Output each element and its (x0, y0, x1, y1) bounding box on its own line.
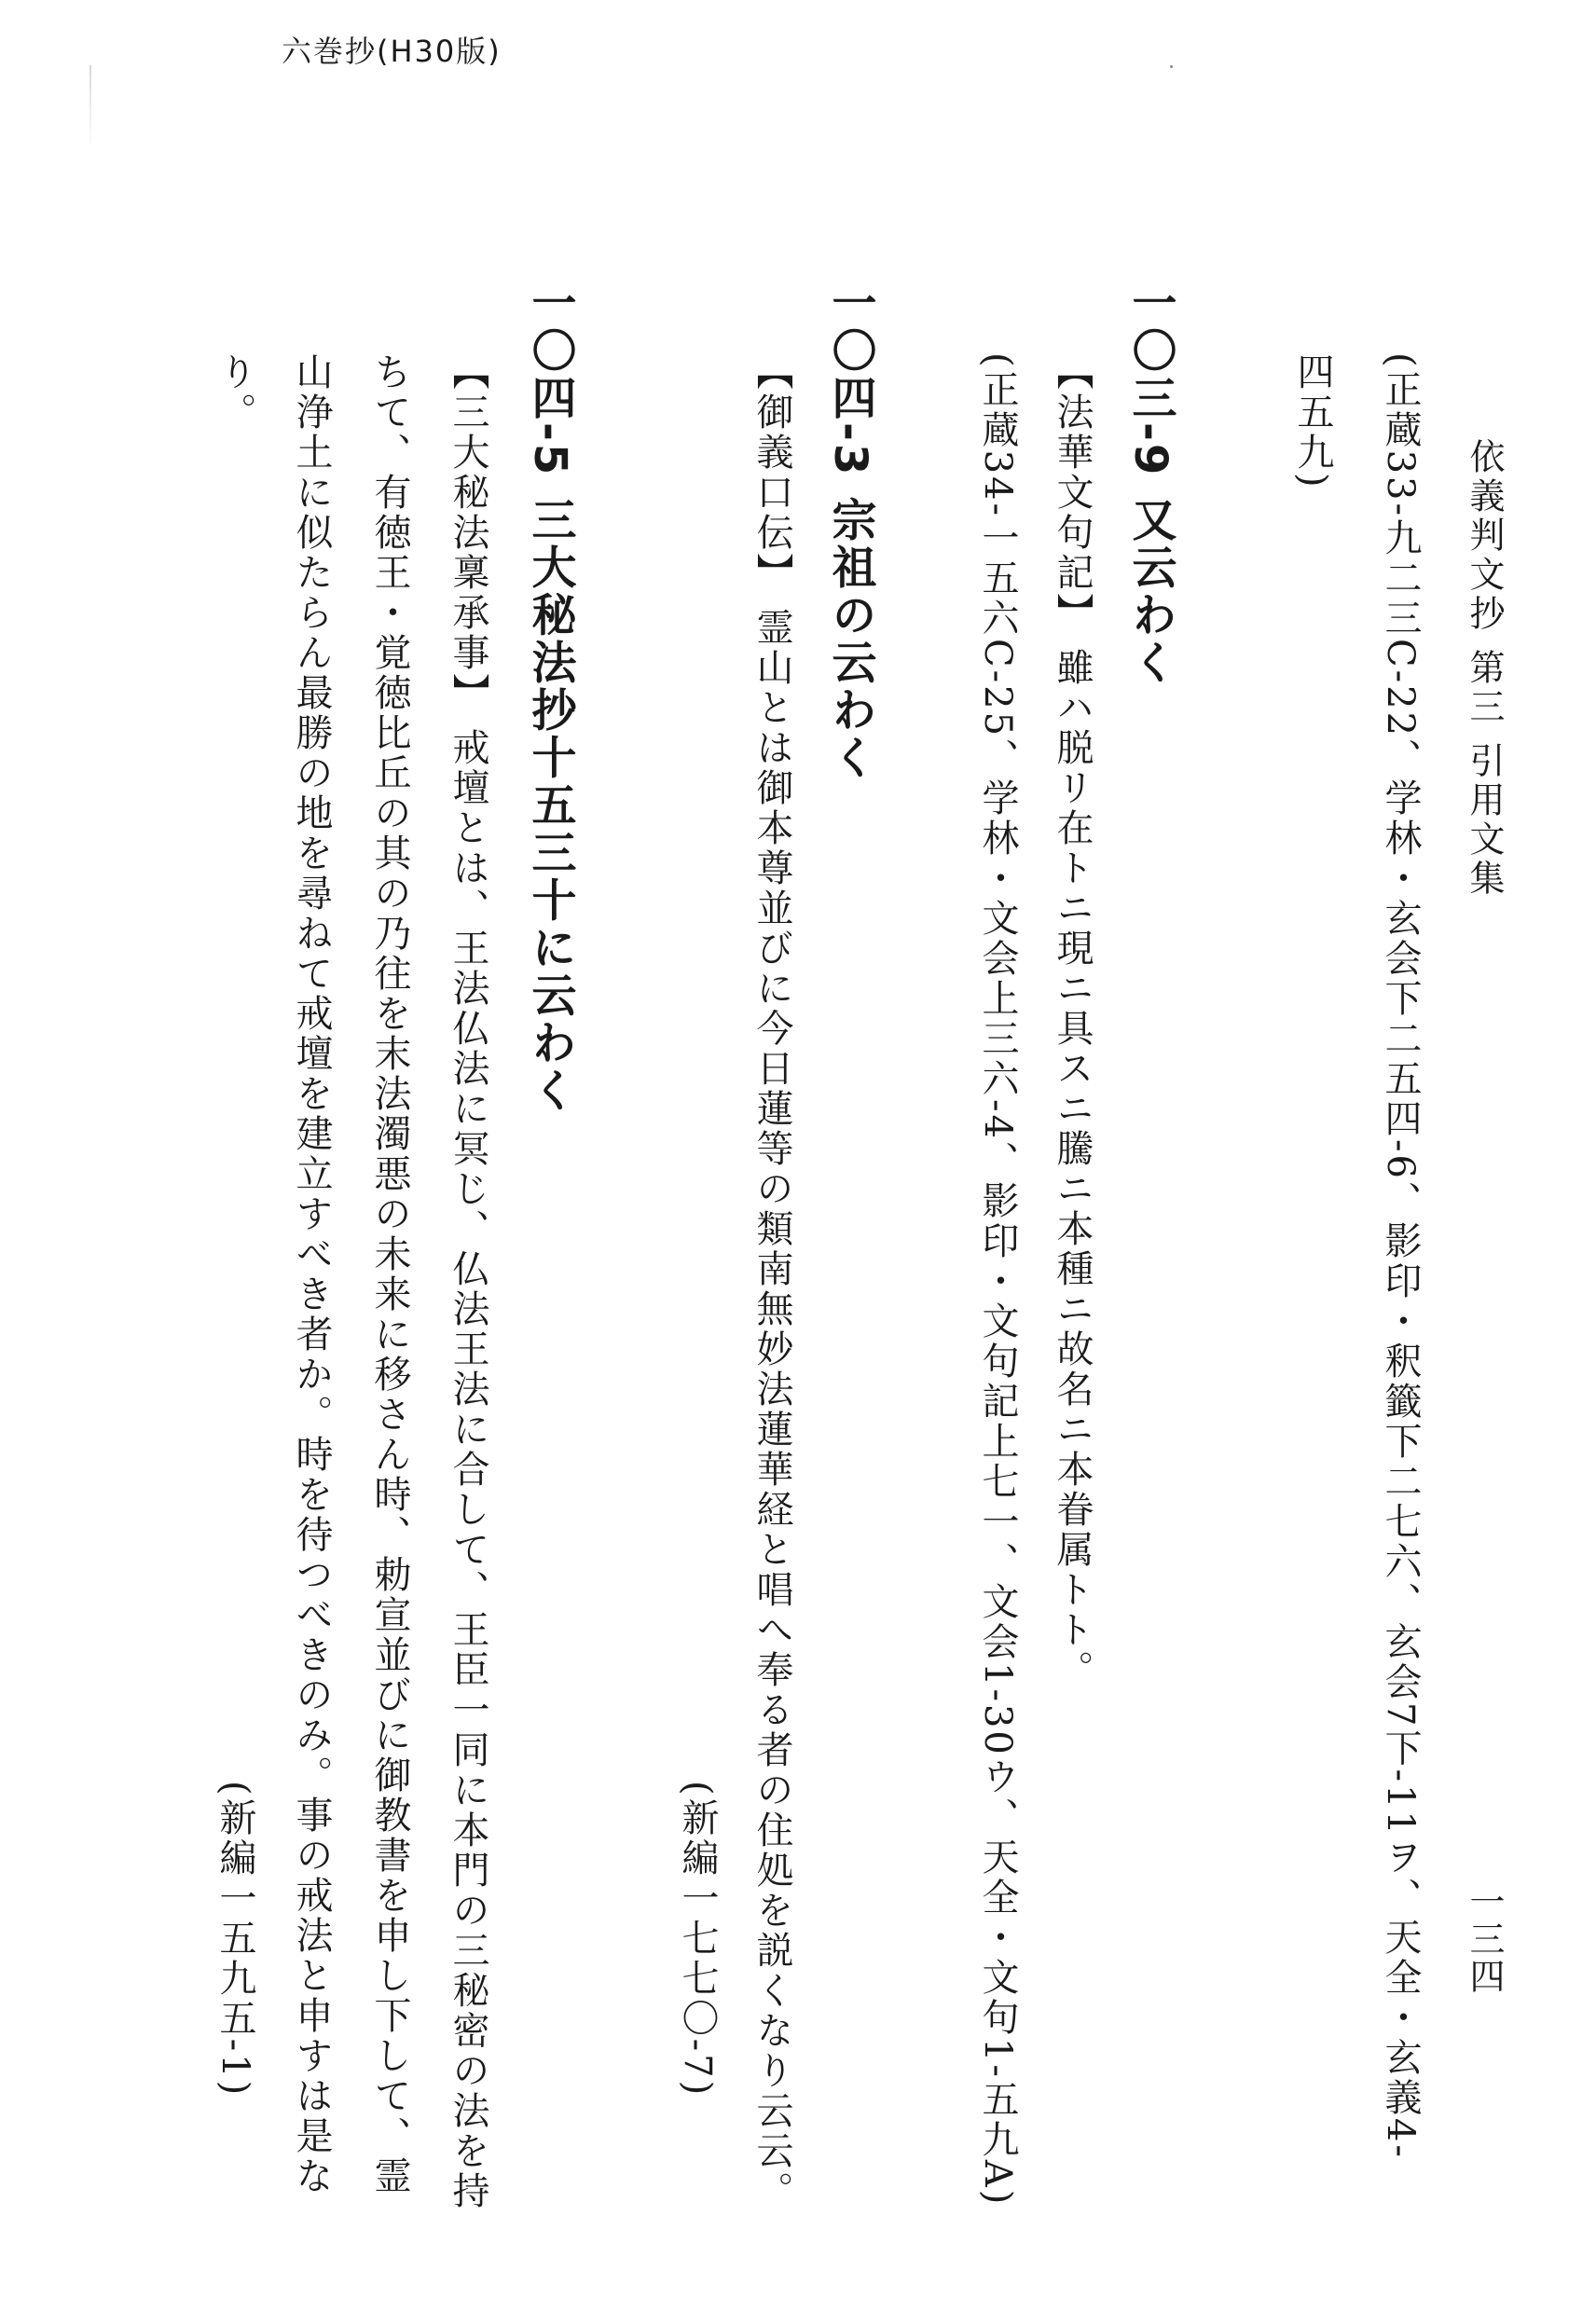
quote-103-9: 【法華文句記】 雖ハ脱リ在トニ現ニ具スニ騰ニ本種ニ故名ニ本眷属トト。 (1051, 352, 1094, 1690)
section-heading-104-3: 一〇四-3 宗祖の云わく (824, 280, 876, 782)
quote-104-5-line-3: 山浄土に似たらん最勝の地を尋ねて戒壇を建立すべき者か。時を待つべきのみ。事の戒法と申すは是な (290, 352, 333, 2196)
quote-104-3: 【御義口伝】 霊山とは御本尊並びに今日蓮等の類南無妙法蓮華経と唱へ奉る者の住処を説くなり云云。 (750, 352, 793, 2211)
citation-reference-103-9: (正蔵34-一五六C-25、学林・文会上三六-4、影印・文句記上七一、文会1-30ウ、天全・文句1-五九A) (976, 352, 1019, 2208)
quote-104-5-line-4: り。 (213, 352, 256, 433)
citation-reference-104-5: (新編一五九五-1) (213, 1781, 256, 2099)
citation-reference-continued: 四五九) (1291, 352, 1334, 490)
section-heading-103-9: 一〇三-9 又云わく (1124, 280, 1176, 687)
citation-reference: (正蔵33-九二三C-22、学林・玄会下二五四-6、影印・釈籤下二七六、玄会7下-11ヲ、天全・玄義4- (1379, 352, 1422, 2160)
quote-104-5-line-2: ちて、有徳王・覚徳比丘の其の乃往を末法濁悪の未来に移さん時、勅宣並びに御教書を申し下して、霊 (368, 352, 411, 2196)
running-title: 依義判文抄 第三 引用文集 (1464, 438, 1505, 900)
edition-label: 六巻抄(H30版) (282, 34, 502, 69)
citation-reference-104-3: (新編一七七〇-7) (676, 1781, 719, 2099)
scan-artifact (89, 65, 91, 149)
quote-104-5-line-1: 【三大秘法稟承事】 戒壇とは、王法仏法に冥じ、仏法王法に合して、王臣一同に本門の三秘密の法を持 (447, 352, 489, 2211)
section-heading-104-5: 一〇四-5 三大秘法抄十五三十に云わく (524, 280, 576, 1115)
scan-dot (1170, 65, 1173, 68)
page-number: 一三四 (1464, 1883, 1505, 1995)
